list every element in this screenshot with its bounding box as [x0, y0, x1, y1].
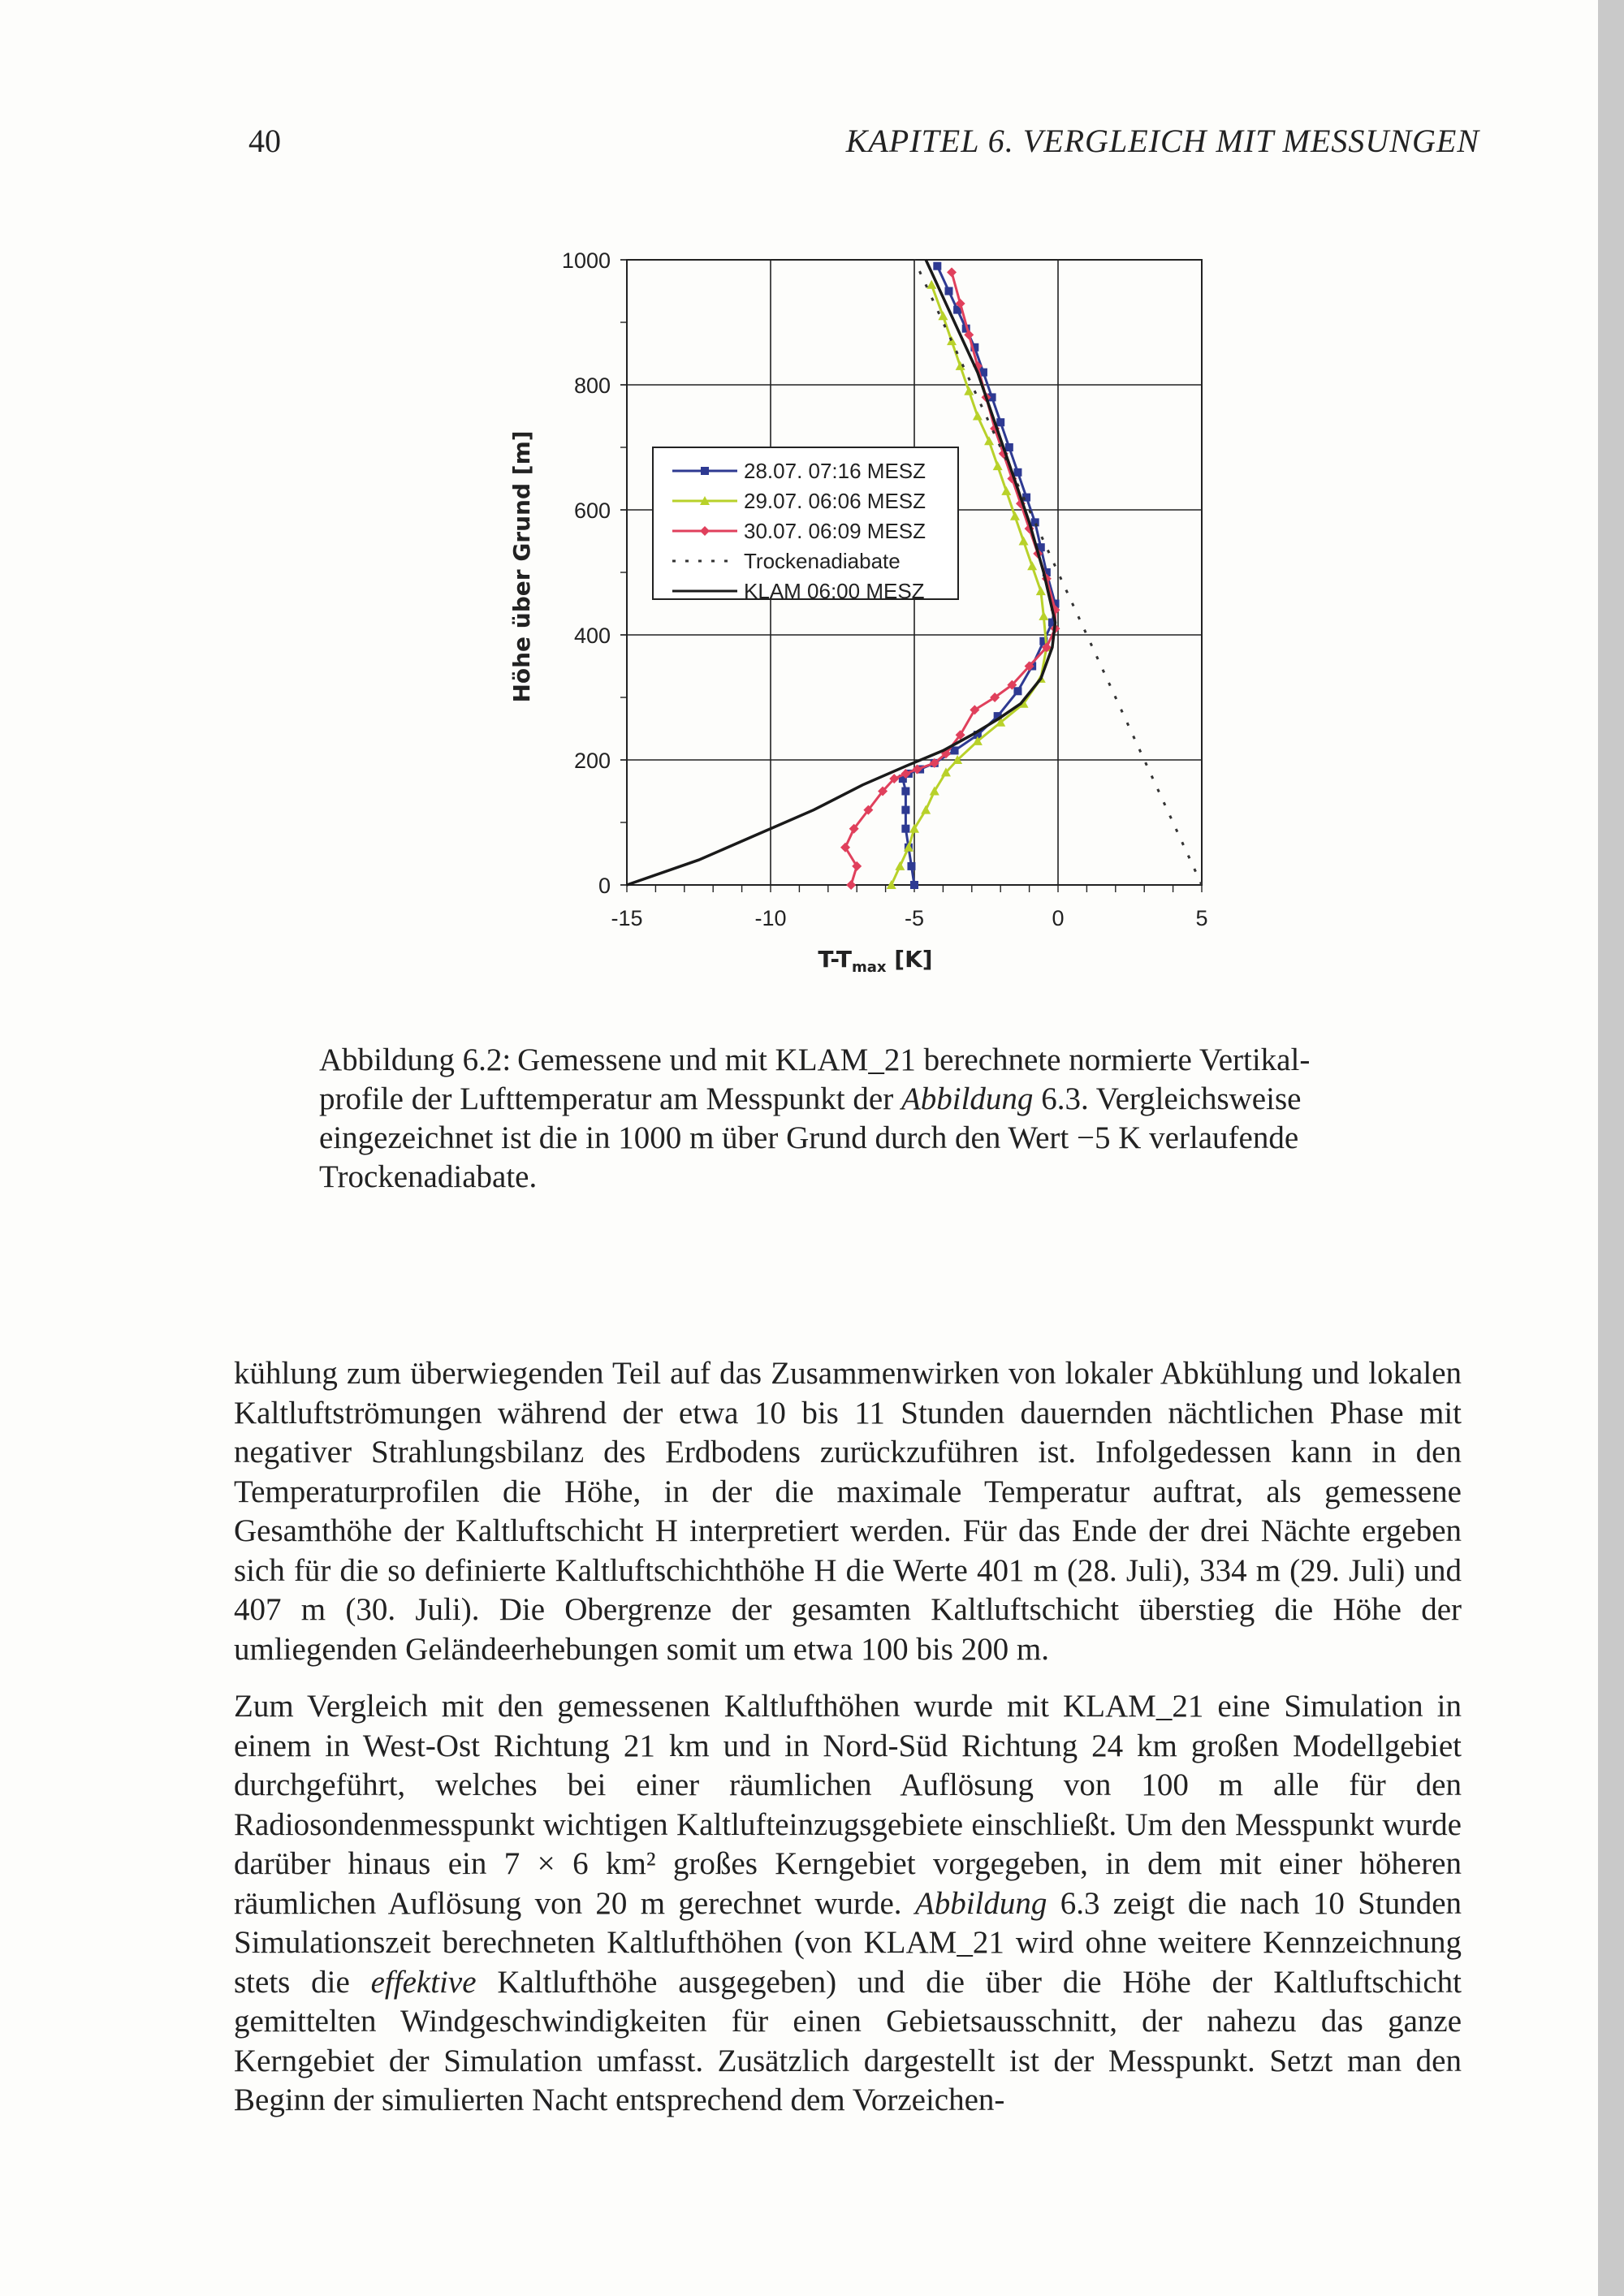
x-tick-label: 0	[1052, 906, 1065, 930]
x-tick-label: -5	[904, 906, 925, 930]
data-point-square	[933, 262, 941, 270]
data-point-diamond	[947, 267, 957, 277]
data-point-square	[1013, 468, 1021, 477]
data-point-triangle	[1027, 561, 1037, 570]
data-point-triangle	[1019, 537, 1029, 546]
data-point-triangle	[973, 412, 983, 421]
x-tick-label: -15	[611, 906, 643, 930]
legend-label: 29.07. 06:06 MESZ	[744, 489, 926, 513]
y-tick-label: 400	[573, 624, 611, 648]
y-tick-label: 600	[573, 498, 611, 523]
y-tick-label: 1000	[561, 248, 611, 273]
data-point-triangle	[1036, 586, 1046, 595]
y-tick-label: 0	[598, 874, 611, 898]
y-tick-label: 800	[573, 373, 611, 398]
data-point-triangle	[964, 386, 974, 395]
data-point-triangle	[895, 861, 905, 870]
caption-label: Abbildung 6.2:	[319, 1042, 512, 1077]
data-point-square	[901, 806, 909, 814]
data-point-square	[907, 862, 915, 870]
body-paragraph-2	[234, 1687, 1462, 2121]
chart-legend	[653, 447, 958, 603]
legend-label: 30.07. 06:09 MESZ	[744, 519, 926, 543]
data-point-square	[910, 881, 918, 889]
data-point-triangle	[947, 336, 957, 345]
data-point-triangle	[921, 805, 931, 814]
running-title: KAPITEL 6. VERGLEICH MIT MESSUNGEN	[845, 123, 1479, 159]
caption-text-a: Gemessene und mit KLAM_21 berechnete normierte Vertikal-profile der Lufttemperatur am Messpunkt der	[319, 1042, 1311, 1116]
data-point-square	[701, 467, 709, 475]
data-point-diamond	[846, 880, 856, 890]
paragraph-text: kühlung zum überwiegenden Teil auf das Zusammenwirken von lokaler Abkühlung und lokalen Kaltluftströmungen während der etwa 10 bis 11 Stunden dauernden nächtlichen Phase mit negativer Strahlungsbilanz des Erdbodens zurückzuführen ist. Infolgedessen kann in den Temperaturprofilen die Höhe, in der die maximale Temperatur auftrat, als gemessene Gesamthöhe der Kaltluftschicht H interpretiert werden. Für das Ende der drei Nächte ergeben sich für die so definierte Kaltluftschichthöhe H die Werte 401 m (28. Juli), 334 m (29. Juli) und 407 m (30. Juli). Die Obergrenze der gesamten Kaltluftschicht überstieg die Höhe der umliegenden Geländeerhebungen somit um etwa 100 bis 200 m.	[234, 1356, 1462, 1667]
data-point-square	[996, 418, 1004, 426]
caption-text-b: 6.3. Vergleichsweise eingezeichnet ist die in 1000 m über Grund durch den Wert −5 K verlaufende Trockenadiabate.	[319, 1081, 1302, 1194]
body-paragraph-1	[234, 1354, 1462, 1669]
y-tick-label: 200	[573, 749, 611, 773]
y-axis-label: Höhe über Grund [m]	[508, 430, 535, 703]
figure-chart	[0, 0, 1598, 1023]
data-point-square	[901, 825, 909, 833]
data-point-triangle	[1010, 511, 1020, 520]
data-point-square	[1013, 687, 1021, 695]
data-point-triangle	[1039, 611, 1048, 620]
data-point-square	[1005, 443, 1013, 451]
data-point-square	[944, 287, 952, 296]
legend-label: KLAM 06:00 MESZ	[744, 579, 925, 603]
x-tick-label: -10	[754, 906, 787, 930]
figure-caption	[319, 1041, 1391, 1197]
emphasis-effektive: effektive	[370, 1964, 477, 2000]
legend-label: 28.07. 07:16 MESZ	[744, 459, 926, 483]
data-point-triangle	[993, 461, 1003, 470]
figure-reference: Abbildung	[914, 1885, 1047, 1921]
data-point-triangle	[984, 436, 994, 445]
data-point-triangle	[1001, 486, 1011, 495]
caption-ref: Abbildung	[901, 1081, 1034, 1116]
paragraph-text-c: Kaltlufthöhe ausgegeben) und die über die Höhe der Kaltluftschicht gemittelten Windgeschwindigkeiten für einen Gebietsausschnitt, der nahezu das ganze Kerngebiet der Simulation umfasst. Zusätzlich dargestellt ist der Messpunkt. Setzt man den Beginn der simulierten Nacht entsprechend dem Vorzeichen-	[234, 1964, 1462, 2117]
paragraph-text-a: Zum Vergleich mit den gemessenen Kaltlufthöhen wurde mit KLAM_21 eine Simulation in einem in West-Ost Richtung 21 km und in Nord-Süd Richtung 24 km großen Modellgebiet durchgeführt, welches bei einer räumlichen Auflösung von 100 m alle für den Radiosondenmesspunkt wichtigen Kaltlufteinzugsgebiete einschließt. Um den Messpunkt wurde darüber hinaus ein 7 × 6 km² großes Kerngebiet vorgegeben, in dem mit einer höheren räumlichen Auflösung von 20 m gerechnet wurde.	[234, 1689, 1462, 1921]
paragraph-text-b: 6.3 zeigt die nach 10 Stunden Simulationszeit berechneten Kaltlufthöhen (von KLAM_21 wird ohne weitere Kennzeichnung stets die	[234, 1885, 1462, 2000]
x-tick-label: 5	[1195, 906, 1208, 930]
legend-label: Trockenadiabate	[744, 549, 901, 573]
page-number: 40	[248, 123, 281, 159]
data-point-square	[901, 788, 909, 796]
x-axis-label: $T-T_{max}$ [K]	[818, 946, 933, 976]
